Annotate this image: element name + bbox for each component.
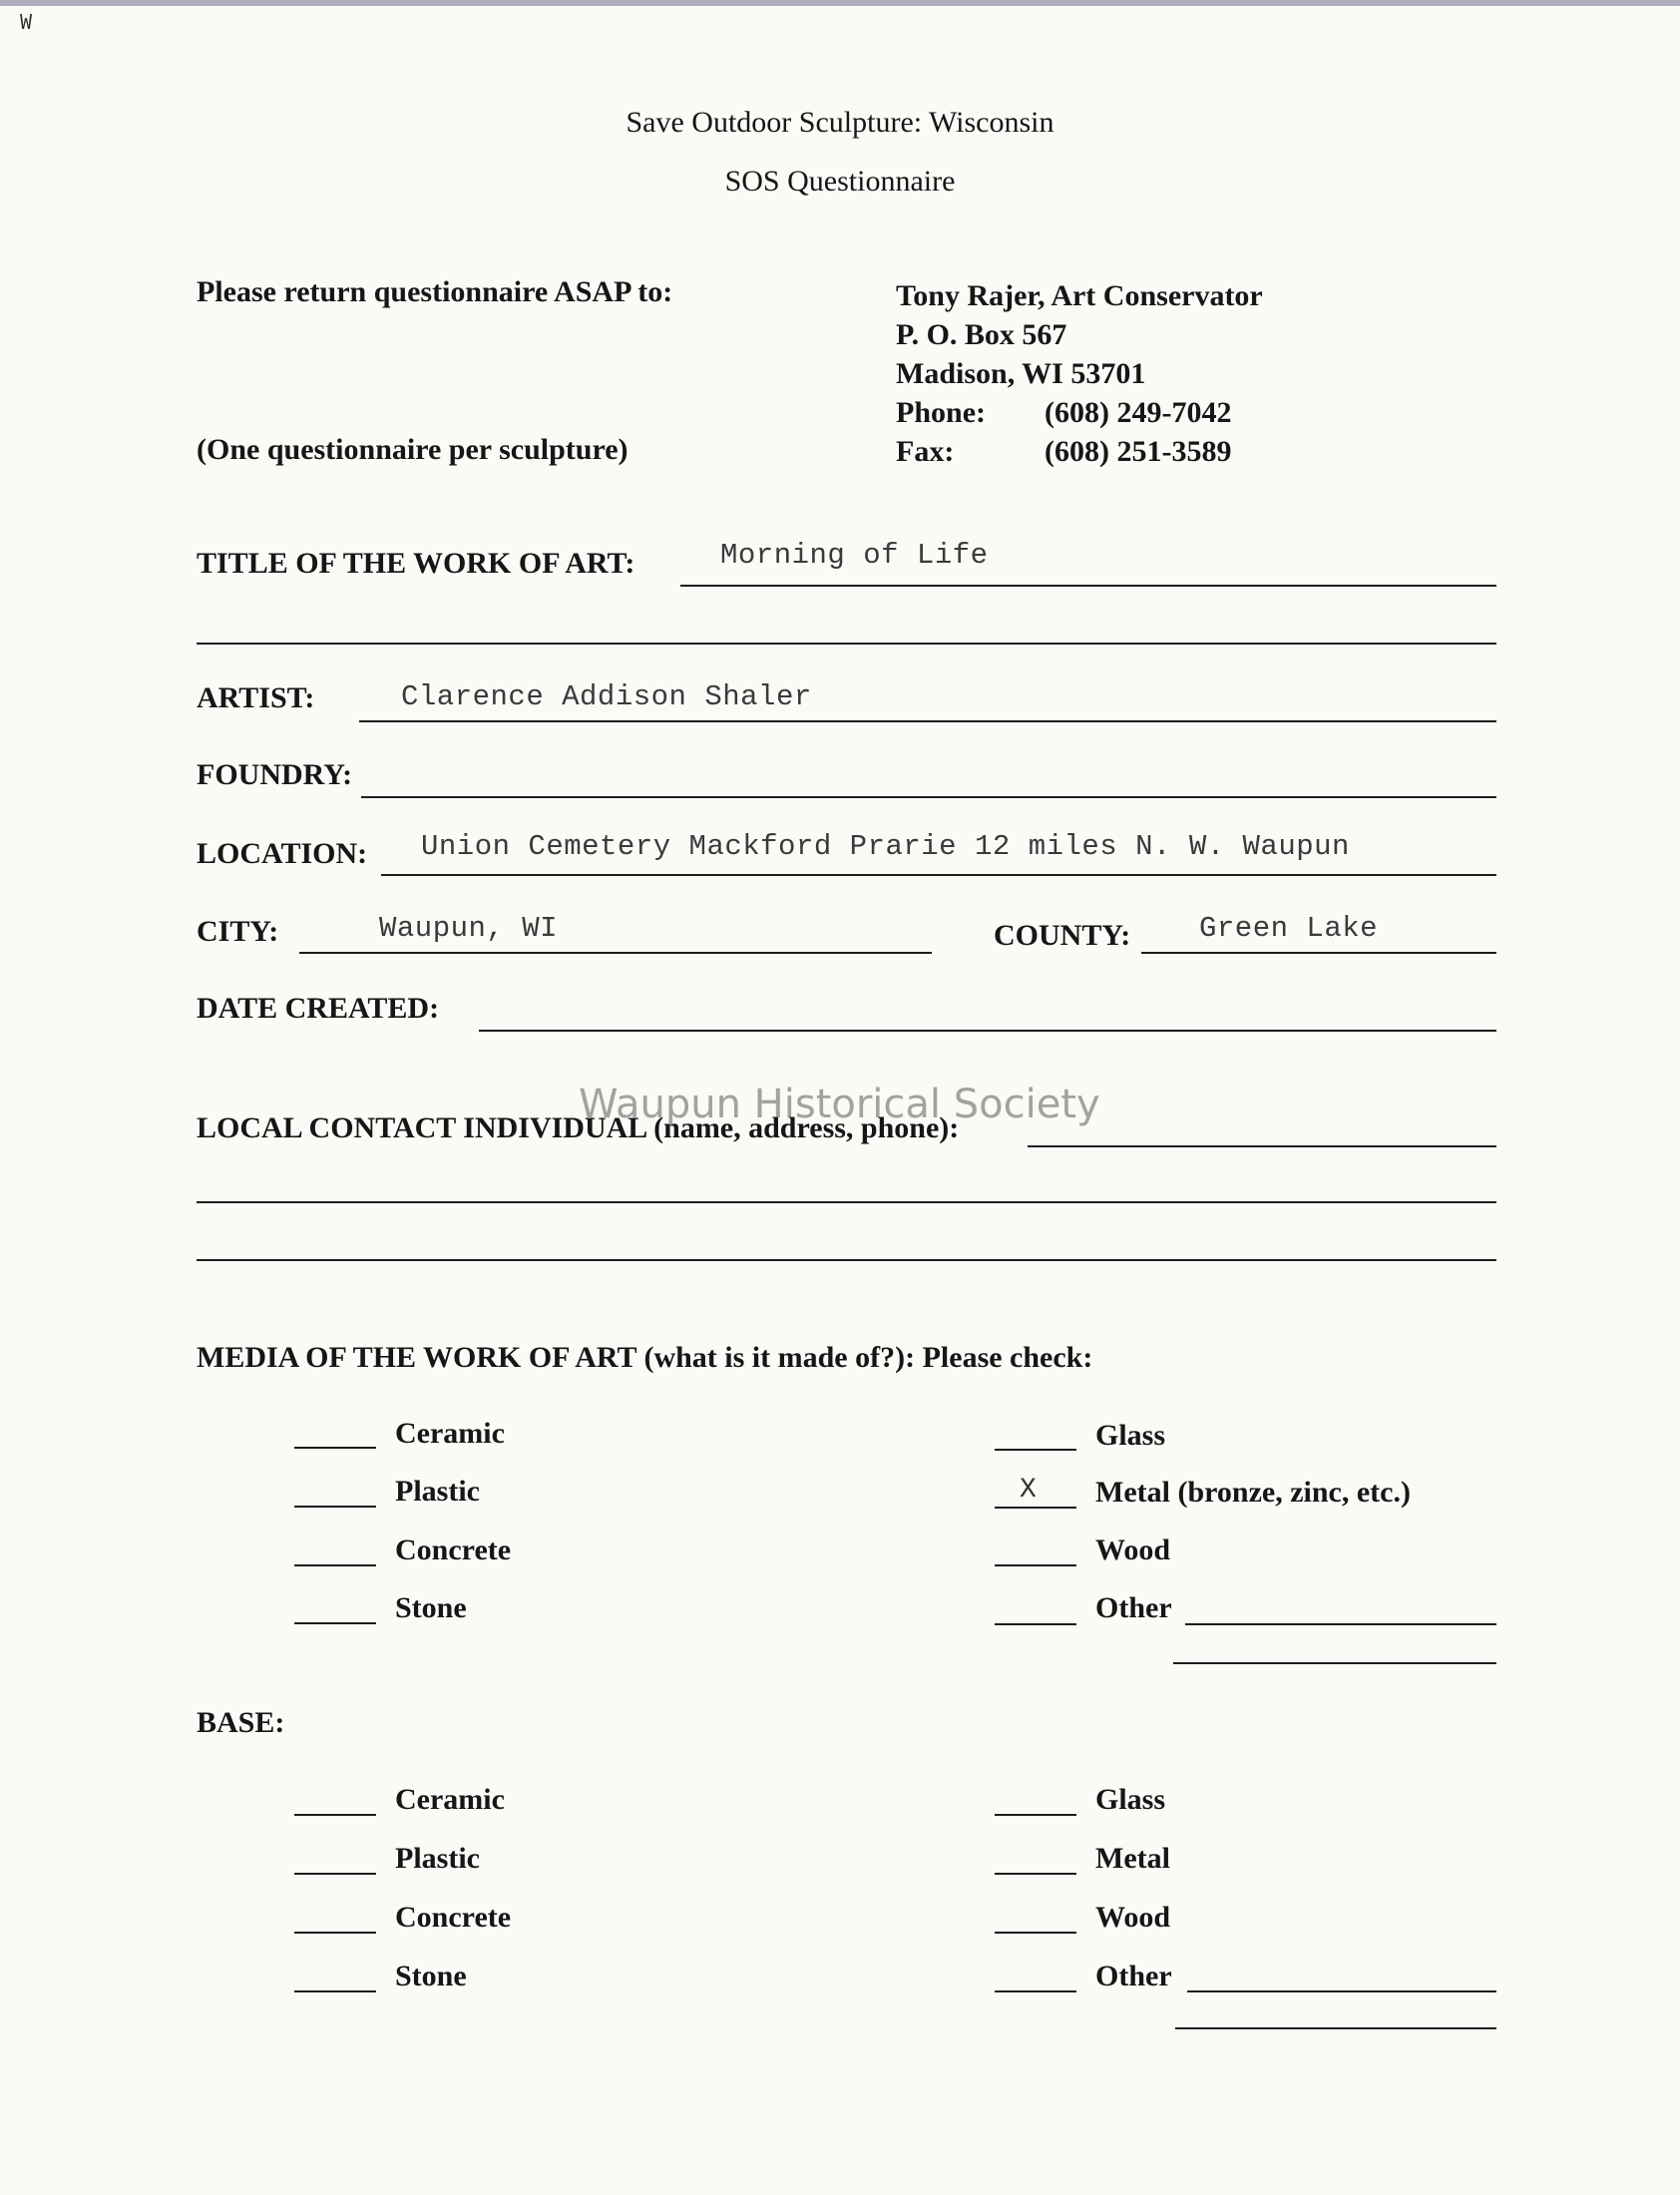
county-value[interactable]: Green Lake (1199, 912, 1379, 945)
media-wood-label: Wood (1095, 1534, 1171, 1566)
media-plastic-label: Plastic (395, 1475, 480, 1508)
local-contact-line-2 (197, 1201, 1496, 1203)
one-per-sculpture-note: (One questionnaire per sculpture) (197, 433, 629, 466)
media-concrete-label: Concrete (395, 1534, 512, 1566)
base-wood-label: Wood (1095, 1901, 1171, 1934)
base-other-checkbox[interactable] (995, 1990, 1076, 1992)
city-label: CITY: (197, 915, 279, 948)
return-instruction: Please return questionnaire ASAP to: (197, 275, 673, 308)
base-glass-label: Glass (1095, 1783, 1166, 1816)
county-line (1141, 952, 1496, 954)
location-line (381, 874, 1496, 876)
fax-label: Fax: (896, 435, 955, 468)
media-glass-checkbox[interactable] (995, 1449, 1076, 1451)
city-value[interactable]: Waupun, WI (379, 912, 559, 945)
form-title: Save Outdoor Sculpture: Wisconsin (626, 106, 1054, 139)
local-contact-label: LOCAL CONTACT INDIVIDUAL (name, address, phone): (197, 1111, 960, 1144)
media-metal-check-mark: X (1020, 1475, 1037, 1506)
fax-number: (608) 251-3589 (1045, 435, 1232, 468)
base-stone-label: Stone (395, 1960, 467, 1992)
base-metal-checkbox[interactable] (995, 1873, 1076, 1875)
location-label: LOCATION: (197, 837, 368, 870)
media-ceramic-label: Ceramic (395, 1417, 505, 1450)
location-value[interactable]: Union Cemetery Mackford Prarie 12 miles N. W. Waupun (421, 830, 1350, 863)
media-metal-checkbox[interactable] (995, 1507, 1076, 1509)
media-metal-label: Metal (bronze, zinc, etc.) (1095, 1476, 1411, 1509)
base-heading: BASE: (197, 1706, 285, 1739)
title-label: TITLE OF THE WORK OF ART: (197, 547, 635, 580)
media-stone-checkbox[interactable] (294, 1622, 376, 1624)
conservator-name: Tony Rajer, Art Conservator (896, 279, 1263, 312)
base-ceramic-label: Ceramic (395, 1783, 505, 1816)
title-value[interactable]: Morning of Life (720, 539, 989, 572)
watermark: Waupun Historical Society (579, 1082, 1100, 1127)
local-contact-line-3 (197, 1259, 1496, 1261)
media-other-checkbox[interactable] (995, 1623, 1076, 1625)
base-concrete-checkbox[interactable] (294, 1932, 376, 1934)
artist-line (359, 720, 1496, 722)
base-plastic-label: Plastic (395, 1842, 480, 1875)
form-subtitle: SOS Questionnaire (724, 165, 956, 198)
local-contact-line (1028, 1145, 1496, 1147)
media-wood-checkbox[interactable] (995, 1564, 1076, 1566)
base-other-label: Other (1095, 1960, 1172, 1992)
title-line (680, 585, 1496, 587)
base-other-line-2[interactable] (1175, 2027, 1496, 2029)
base-stone-checkbox[interactable] (294, 1990, 376, 1992)
title-line-2 (197, 643, 1496, 645)
base-wood-checkbox[interactable] (995, 1932, 1076, 1934)
artist-label: ARTIST: (197, 681, 315, 714)
corner-mark: W (20, 10, 33, 34)
media-other-label: Other (1095, 1591, 1172, 1624)
media-other-line[interactable] (1185, 1623, 1496, 1625)
media-plastic-checkbox[interactable] (294, 1506, 376, 1508)
artist-value[interactable]: Clarence Addison Shaler (401, 680, 812, 713)
base-glass-checkbox[interactable] (995, 1814, 1076, 1816)
date-created-label: DATE CREATED: (197, 992, 440, 1025)
date-created-line (479, 1030, 1496, 1032)
media-stone-label: Stone (395, 1591, 467, 1624)
base-plastic-checkbox[interactable] (294, 1873, 376, 1875)
base-other-line[interactable] (1187, 1990, 1496, 1992)
media-heading: MEDIA OF THE WORK OF ART (what is it made of?): Please check: (197, 1341, 1093, 1374)
scan-top-edge (0, 0, 1680, 6)
phone-number: (608) 249-7042 (1045, 396, 1232, 429)
city-zip: Madison, WI 53701 (896, 357, 1146, 390)
base-concrete-label: Concrete (395, 1901, 512, 1934)
base-ceramic-checkbox[interactable] (294, 1814, 376, 1816)
phone-label: Phone: (896, 396, 986, 429)
city-line (299, 952, 932, 954)
media-ceramic-checkbox[interactable] (294, 1447, 376, 1449)
base-metal-label: Metal (1095, 1842, 1170, 1875)
media-other-line-2[interactable] (1173, 1662, 1496, 1664)
foundry-label: FOUNDRY: (197, 758, 353, 791)
foundry-line (361, 796, 1496, 798)
po-box: P. O. Box 567 (896, 318, 1067, 351)
media-concrete-checkbox[interactable] (294, 1564, 376, 1566)
media-glass-label: Glass (1095, 1419, 1166, 1452)
county-label: COUNTY: (994, 919, 1131, 952)
